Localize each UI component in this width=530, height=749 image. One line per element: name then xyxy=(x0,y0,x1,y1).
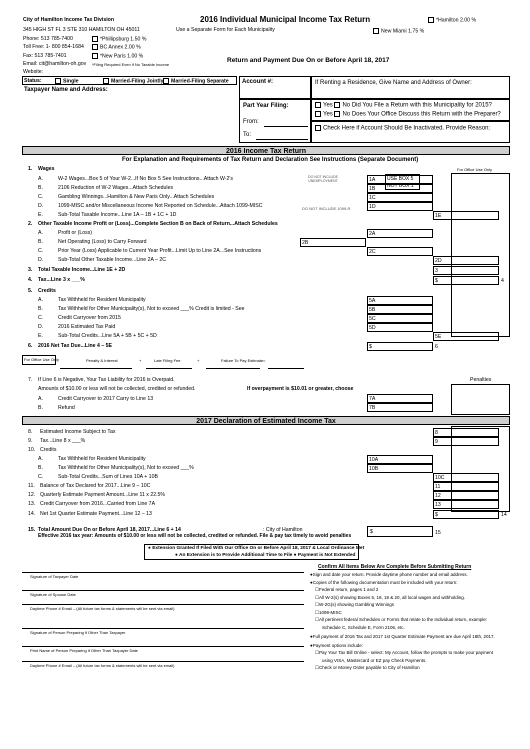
line15-payable: : City of Hamilton xyxy=(263,527,303,533)
decl-8-text: Estimated Income Subject to Tax xyxy=(40,429,116,435)
line-1B-num: B. xyxy=(38,185,43,191)
box-7b[interactable]: 7B xyxy=(367,403,433,412)
box-4[interactable]: $ xyxy=(433,276,499,285)
box-1a[interactable]: 1A xyxy=(367,175,433,184)
box-7a[interactable]: 7A xyxy=(367,394,433,403)
decl-h2-num: 10. xyxy=(28,447,36,453)
line-5E-text: Sub-Total Credits...Line 5A + 5B + 5C + 5D xyxy=(58,333,157,339)
box-10b[interactable]: 10B xyxy=(367,464,433,473)
line-1C-num: C. xyxy=(38,194,44,200)
late-filing-fee: Late Filing Fee xyxy=(154,358,181,363)
decl-h2-text: Credits xyxy=(40,447,57,453)
line7a-letter: A. xyxy=(38,396,43,402)
confirm-item-6: ☐1099-MISC xyxy=(315,609,342,615)
confirm-item-7: ☐All pertinent federal Schedules or Forms that relate to the Individual return, example: xyxy=(315,617,488,622)
muni-bc-annex[interactable]: BC Annex 2.00 % xyxy=(92,44,141,50)
line-6-text: 2016 Net Tax Due...Line 4 – 5E xyxy=(38,343,113,349)
decl-9-text: Tax...Line 8 x ___% xyxy=(40,438,86,444)
decl-9-num: 9. xyxy=(28,438,33,444)
section2-title-bar: 2017 Declaration of Estimated Income Tax xyxy=(22,416,510,425)
equals-sign: = xyxy=(263,358,266,363)
confirm-item-5: ☐W-2G(s) showing Gambling Winnings xyxy=(315,602,394,607)
taxpayer-label: Taxpayer Name and Address: xyxy=(24,87,108,93)
penalty-interest: Penalty & Interest xyxy=(86,358,118,363)
line7-text2b: If overpayment is $10.01 or greater, choose xyxy=(247,386,354,392)
signature-line-5[interactable]: Print Name of Person Preparing if Other Than Taxpayer Date xyxy=(30,648,138,653)
form-title: 2016 Individual Municipal Income Tax Return xyxy=(200,15,371,24)
toll-free: Toll Free: 1- 800 854-1684 xyxy=(23,44,84,50)
confirm-item-4: ☐All W-2(s) showing Boxes 5, 18, 19 & 20, all local wages and withholding. xyxy=(315,594,466,600)
box-2d[interactable]: 2D xyxy=(433,256,499,265)
line-2D-num: D. xyxy=(38,257,44,263)
extension-box: ● Extension Granted If Filed With Our Office On or Before April 18, 2017 & Local Ordinance Met ● An Extension is to Provide Additional Time to File ● Payment is Not Extended xyxy=(144,544,359,560)
box-9[interactable]: 9 xyxy=(433,437,499,446)
line-4-text: Tax...Line 3 x ___% xyxy=(38,277,85,283)
line-5A-text: Tax Withheld for Resident Municipality xyxy=(58,297,146,303)
box-10c[interactable]: 10C xyxy=(433,473,499,482)
line-5A-num: A. xyxy=(38,297,43,303)
signature-line-1[interactable]: Signature of Taxpayer Date xyxy=(30,574,79,579)
q2[interactable]: Yes No Does Your Office Discuss this Return with the Preparer? xyxy=(315,111,501,118)
line15-text: Total Amount Due On or Before April 18, 2017...Line 6 + 14 xyxy=(38,527,181,533)
line-5B-text: Tax Withheld for Other Municipality(s), Not to exceed ___% Credit is limited - See xyxy=(58,306,245,312)
decl-10C-text: Sub-Total Credits...Sum of Lines 10A + 10B xyxy=(58,474,158,480)
box-11[interactable]: 11 xyxy=(433,482,499,491)
line15-note: Effective 2016 tax year: Amounts of $10.00 or less will not be collected, credited or refunded. File & pay tax timely to avoid penalties xyxy=(38,533,352,539)
line7-num: 7. xyxy=(28,377,33,383)
q1[interactable]: Yes No Did You File a Return with this Municipality for 2015? xyxy=(315,102,492,109)
box-5b[interactable]: 5B xyxy=(367,305,433,314)
line-2C-text: Prior Year (Loss) Applicable to Current Year Profit...Limit Up to Line 2A...See Instructions xyxy=(58,248,262,254)
muni-phillipsburg[interactable]: *Phillipsburg 1.50 % xyxy=(92,36,146,42)
muni-new-miami[interactable]: New Miami 1.75 % xyxy=(373,28,424,34)
failure-to-pay: Failure To Pay Estimate xyxy=(221,358,264,363)
inactivate-box[interactable]: Check Here if Account Should Be Inactivated. Provide Reason: xyxy=(311,121,510,143)
office-use-small: For Office Use Only xyxy=(22,355,56,365)
decl-10B-text: Tax Withheld for Other Municipality(s), Not to exceed ___% xyxy=(58,465,194,471)
box-15[interactable]: $ xyxy=(367,526,433,537)
line7a-text: Credit Carryover to 2017 Carry to Line 13 xyxy=(58,396,154,402)
line-6-num: 6. xyxy=(28,343,33,349)
box-12[interactable]: 12 xyxy=(433,491,499,500)
line1-num: 1. xyxy=(28,166,33,172)
status-joint[interactable]: Married-Filing Jointly xyxy=(103,78,163,84)
line-h6-num: 2. xyxy=(28,221,33,227)
box-2a[interactable]: 2A xyxy=(367,229,433,238)
box-5c[interactable]: 5C xyxy=(367,314,433,323)
line-h6-text: Other Taxable Income Profit or (Loss)...Complete Section B on Back of Return...Attach Schedules xyxy=(38,221,278,227)
line-1D-text: 1099-MISC and/or Miscellaneous Income Not Reported on Schedule...Attach 1099-MISC xyxy=(58,203,263,209)
line-3-text: Total Taxable Income...Line 1E + 2D xyxy=(38,267,126,273)
decl-12-text: Quarterly Estimate Payment Amount...Line 11 x 22.5% xyxy=(40,492,166,498)
box-14[interactable]: $ xyxy=(433,510,499,519)
section1-title-bar: 2016 Income Tax Return xyxy=(22,146,510,155)
decl-11-num: 11. xyxy=(28,483,35,489)
confirm-item-9: ●Full payment of 2016 Tax and 2017 1st Quarter Estimate Payment are due April 18th, 2017. xyxy=(310,633,495,639)
box-2b[interactable]: 2B xyxy=(300,238,366,247)
website: Website: xyxy=(23,69,44,75)
line-1D-num: D. xyxy=(38,203,44,209)
signature-line-3[interactable]: Daytime Phone # Email – (All future tax forms & statements will be sent via email) xyxy=(30,606,175,611)
confirm-title: Confirm All Items Below Are Complete Before Submitting Return xyxy=(318,564,472,570)
decl-10A-num: A. xyxy=(38,456,43,462)
agency-address: 345 HIGH ST FL 3 STE 310 HAMILTON OH 45011 xyxy=(23,27,140,33)
status-row xyxy=(22,76,237,85)
line-1E-num: E. xyxy=(38,212,43,218)
confirm-item-10: ●Payment options include: xyxy=(310,642,363,648)
confirm-item-13: ☐Check or Money Order payable to City of Hamilton xyxy=(315,665,420,670)
line1-text: Wages xyxy=(38,166,55,172)
fax: Fax: 513 785-7401 xyxy=(23,53,67,59)
decl-10B-num: B. xyxy=(38,465,43,471)
box-2c[interactable]: 2C xyxy=(367,247,433,256)
confirm-item-8: Schedule C, Schedule E, Form 2106, etc. xyxy=(322,624,405,630)
box-1d[interactable]: 1D xyxy=(367,202,433,211)
line-1A-text: W-2 Wages...Box 5 of Your W-2...If No Box 5 See Instructions...Attach W-2's xyxy=(58,176,233,182)
line-2A-num: A. xyxy=(38,230,43,236)
box-13[interactable]: 13 xyxy=(433,500,499,509)
line-5D-num: D. xyxy=(38,324,44,330)
box-1c[interactable]: 1C xyxy=(367,193,433,202)
line-2D-text: Sub-Total Other Taxable Income...Line 2A – 2C xyxy=(58,257,167,263)
section1-subtitle: For Explanation and Requirements of Tax Return and Declaration See Instructions (Separate Document) xyxy=(122,157,419,163)
box-4-label: 4 xyxy=(501,278,504,284)
line-2B-text: Net Operating (Loss) to Carry Forward xyxy=(58,239,147,245)
unemployment-note: DO NOT INCLUDE UNEMPLOYMENT xyxy=(308,175,338,183)
due-date: Return and Payment Due On or Before April 18, 2017 xyxy=(227,57,390,64)
decl-12-num: 12. xyxy=(28,492,36,498)
line-2C-num: C. xyxy=(38,248,44,254)
plus-sign-1: + xyxy=(139,358,142,363)
line7-text: If Line 6 is Negative, Your Tax Liability for 2016 is Overpaid. xyxy=(38,377,175,383)
box-10a[interactable]: 10A xyxy=(367,455,433,464)
line-1C-text: Gambling Winnings...Hamilton & New Paris Only...Attach Schedules xyxy=(58,194,215,200)
confirm-item-12: using VISA, Mastercard or EZ pay Check Payments. xyxy=(322,657,427,663)
box-5e[interactable]: 5E xyxy=(433,332,499,341)
renting-box[interactable]: If Renting a Residence, Give Name and Address of Owner: xyxy=(311,76,510,99)
penalties-label: Penalties xyxy=(470,377,492,383)
filing-required-note: *Filing Required Even if No Taxable Income xyxy=(92,62,170,67)
confirm-item-2: ●Copies of the following documentation must be included with your return: xyxy=(310,579,458,585)
muni-new-paris[interactable]: *New Paris 1.00 % xyxy=(92,53,143,59)
line-3-num: 3. xyxy=(28,267,33,273)
decl-8-num: 8. xyxy=(28,429,33,435)
box-6[interactable]: $ xyxy=(367,342,433,351)
confirm-item-3: ☐Federal return, pages 1 and 2 xyxy=(315,587,379,592)
plus-sign-2: + xyxy=(197,358,200,363)
box-15-label: 15 xyxy=(435,530,441,536)
decl-13-text: Credit Carryover from 2016...Carried from Line 7A xyxy=(40,501,156,507)
signature-line-2[interactable]: Signature of Spouse Date xyxy=(30,592,76,597)
line7b-text: Refund xyxy=(58,405,75,411)
line-4-num: 4. xyxy=(28,277,33,283)
status-separate[interactable]: Married-Filing Separate xyxy=(163,78,229,84)
agency-name: City of Hamilton Income Tax Division xyxy=(23,17,114,23)
line-h13-num: 5. xyxy=(28,288,33,294)
signature-line-4[interactable]: Signature of Person Preparing if Other Than Taxpayer xyxy=(30,630,126,635)
penalties-box xyxy=(451,384,510,415)
box-1b[interactable]: 1B xyxy=(367,184,433,193)
confirm-item-11: ☐Pay Your Tax Bill Online - select: My Account, follow the prompts to make your payment xyxy=(315,650,494,655)
line-2B-num: B. xyxy=(38,239,43,245)
line-5C-num: C. xyxy=(38,315,44,321)
line-1B-text: 2106 Reduction of W-2 Wages...Attach Schedules xyxy=(58,185,174,191)
line-2A-text: Profit or (Loss) xyxy=(58,230,93,236)
box-8[interactable]: 8 xyxy=(433,428,499,437)
line-1E-text: Sub-Total Taxable Income...Line 1A – 1B + 1C + 1D xyxy=(58,212,177,218)
decl-13-num: 13. xyxy=(28,501,36,507)
line-5D-text: 2016 Estimated Tax Paid xyxy=(58,324,116,330)
box-5d[interactable]: 5D xyxy=(367,323,433,332)
line15-num: 15. xyxy=(28,527,36,533)
signature-line-6[interactable]: Daytime Phone # Email – (All future tax forms & statements will be sent via email) xyxy=(30,663,175,668)
office-use-column xyxy=(451,173,510,337)
status-label: Status: xyxy=(24,78,42,84)
line-1A-num: A. xyxy=(38,176,43,182)
decl-14-num: 14. xyxy=(28,511,36,517)
status-single[interactable]: Single xyxy=(55,78,79,84)
line-5E-num: E. xyxy=(38,333,43,339)
box-1e[interactable]: 1E xyxy=(433,211,499,220)
line-h13-text: Credits xyxy=(38,288,56,294)
line7-text2a: Amounts of $10.00 or less will not be collected, credited or refunded. xyxy=(38,386,196,392)
box-5a[interactable]: 5A xyxy=(367,296,433,305)
use-box5-note: USE BOX 5 NOT BOX 1 xyxy=(385,174,420,190)
line-5B-num: B. xyxy=(38,306,43,312)
1099r-note: DO NOT INCLUDE 1099-R xyxy=(302,206,351,211)
separate-form-note: Use a Separate Form for Each Municipality xyxy=(176,27,275,33)
part-year-box: Part Year Filing: From: To: xyxy=(239,99,311,143)
line-5C-text: Credit Carryover from 2015 xyxy=(58,315,121,321)
office-use-label: For Office Use Only xyxy=(457,167,493,172)
email: Email: cit@hamilton-oh.gov xyxy=(23,61,87,67)
decl-10A-text: Tax Withheld for Resident Municipality xyxy=(58,456,146,462)
questions-box xyxy=(311,99,510,121)
decl-10C-num: C. xyxy=(38,474,44,480)
confirm-item-1: ●Sign and date your return. Provide daytime phone number and email address. xyxy=(310,572,468,577)
decl-14-text: Net 1st Quarter Estimate Payment...Line 12 – 13 xyxy=(40,511,152,517)
muni-hamilton[interactable]: *Hamilton 2.00 % xyxy=(428,17,476,23)
decl-11-text: Balance of Tax Declared for 2017...Line 9 – 10C xyxy=(40,483,151,489)
office-use-column-2 xyxy=(451,426,510,512)
box-6-label: 6 xyxy=(435,344,438,350)
box-3[interactable]: 3 xyxy=(433,266,499,275)
line7b-letter: B. xyxy=(38,405,43,411)
phone: Phone: 513 785-7400 xyxy=(23,36,73,42)
account-box[interactable]: Account #: xyxy=(239,76,311,99)
